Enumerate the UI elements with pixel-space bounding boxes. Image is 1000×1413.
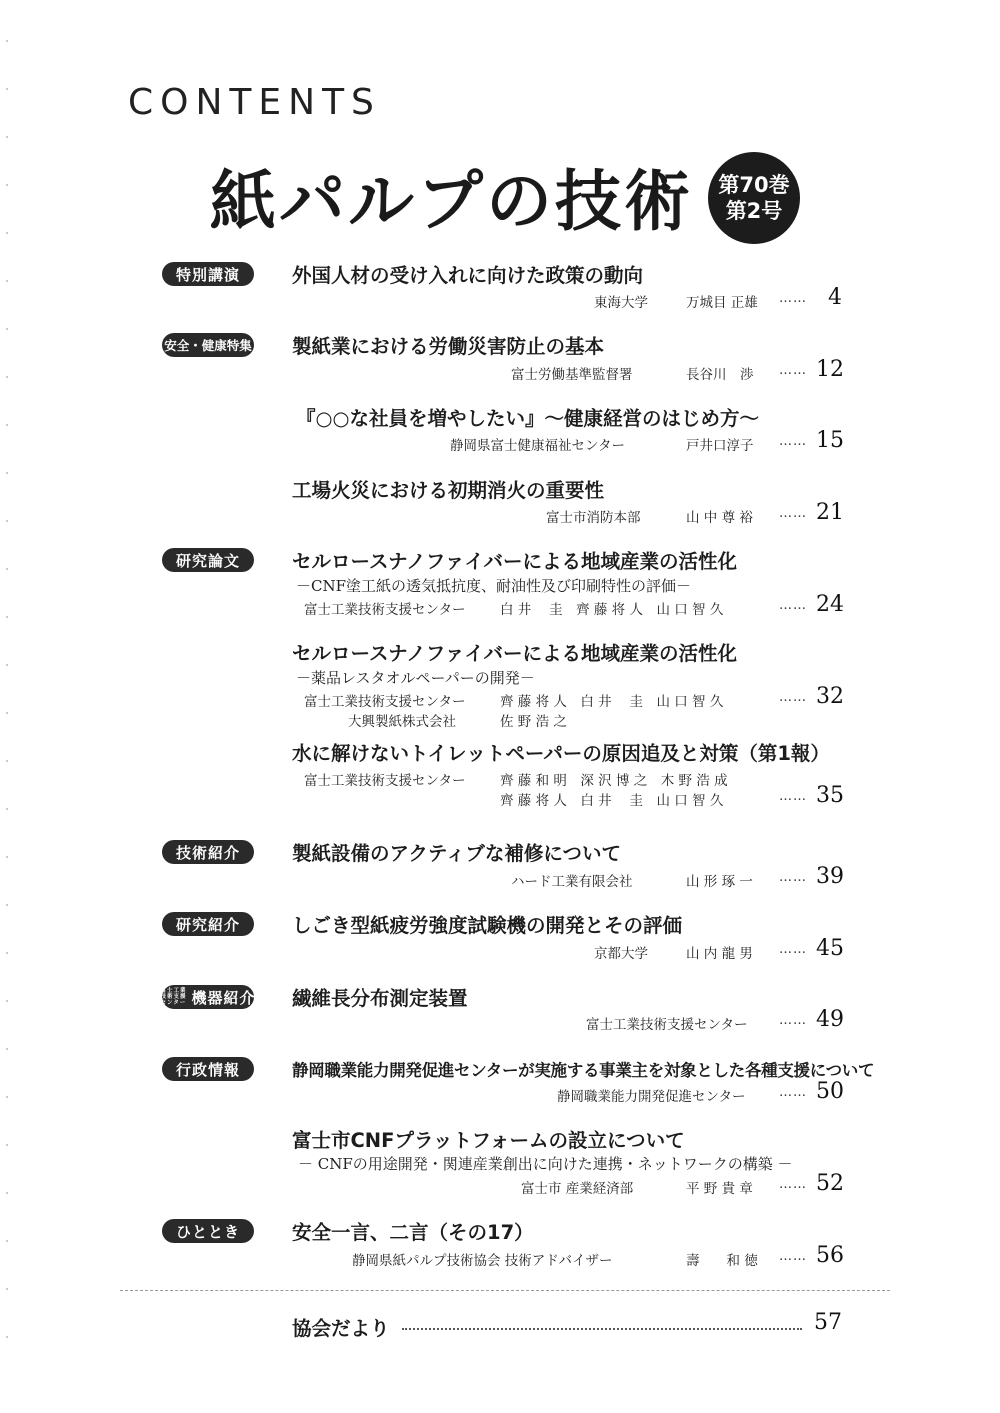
author-affiliation: 富士労働基準監督署 (511, 367, 633, 383)
author-affiliation: 大興製紙株式会社 (348, 714, 456, 730)
category-tag (162, 985, 254, 1009)
article-subtitle: － CNFの用途開発・関連産業創出に向けた連携・ネットワークの構築 － (298, 1155, 793, 1173)
association-news-title[interactable]: 協会だより (292, 1317, 390, 1340)
page-number: 24 (816, 592, 844, 617)
author-name: 万城目 正雄 (686, 295, 758, 311)
binding-mark (6, 616, 8, 618)
binding-mark (6, 184, 8, 186)
author-name: 壽 和 徳 (686, 1253, 758, 1269)
category-tag: 特別講演 (162, 262, 254, 286)
author-name: 山 内 龍 男 (686, 946, 753, 962)
tag-prefix-text: 富士工業技術支援センター (160, 988, 187, 1006)
leader-dots: …… (779, 291, 807, 306)
page-number: 12 (816, 357, 844, 382)
author-name: 長谷川 渉 (686, 367, 754, 383)
page-number: 57 (814, 1310, 842, 1335)
binding-mark (6, 1288, 8, 1290)
article-title[interactable]: セルロースナノファイバーによる地域産業の活性化 (292, 642, 737, 665)
page-number: 49 (816, 1007, 844, 1032)
category-tag: 行政情報 (162, 1057, 254, 1081)
author-name: 白 井 圭 齊 藤 将 人 山 口 智 久 (500, 602, 724, 618)
article-title[interactable]: 富士市CNFプラットフォームの設立について (292, 1129, 685, 1152)
author-affiliation: 静岡職業能力開発促進センター (557, 1089, 746, 1105)
binding-mark (6, 40, 8, 42)
leader-dots: …… (779, 434, 807, 449)
author-affiliation: 静岡県紙パルプ技術協会 技術アドバイザー (352, 1253, 613, 1269)
article-title[interactable]: 製紙設備のアクティブな補修について (292, 842, 621, 865)
page-number: 45 (816, 936, 844, 961)
section-divider (120, 1290, 890, 1291)
binding-mark (6, 376, 8, 378)
binding-mark (6, 1000, 8, 1002)
tag-label: 機器紹介 (191, 988, 256, 1007)
author-name: 齊 藤 将 人 白 井 圭 山 口 智 久 (500, 793, 724, 809)
article-title[interactable]: 静岡職業能力開発促進センターが実施する事業主を対象とした各種支援について (292, 1061, 875, 1080)
issue-number: 第2号 (725, 199, 783, 223)
category-tag: ひととき (162, 1219, 254, 1243)
article-subtitle: －CNF塗工紙の透気抵抗度、耐油性及び印刷特性の評価－ (296, 577, 692, 595)
binding-mark (6, 1096, 8, 1098)
author-affiliation: 富士工業技術支援センター (304, 694, 466, 710)
leader-dots: …… (779, 1085, 807, 1100)
author-name: 戸井口淳子 (686, 438, 754, 454)
leader-dots: …… (779, 506, 807, 521)
article-title[interactable]: 『○○な社員を増やしたい』～健康経営のはじめ方～ (296, 407, 760, 430)
page-number: 50 (816, 1079, 844, 1104)
leader-dots: …… (779, 1249, 807, 1264)
binding-mark (6, 568, 8, 570)
author-name: 山 形 琢 一 (686, 874, 753, 890)
author-affiliation: ハード工業有限会社 (511, 874, 633, 890)
leader-dots: …… (779, 363, 807, 378)
leader-dots: …… (779, 942, 807, 957)
volume-badge (708, 152, 800, 244)
binding-mark (6, 328, 8, 330)
binding-mark (6, 664, 8, 666)
binding-mark (6, 760, 8, 762)
binding-mark (6, 1048, 8, 1050)
leader-dots: …… (779, 870, 807, 885)
page-number: 52 (816, 1171, 844, 1196)
leader-dots: …… (779, 1177, 807, 1192)
binding-mark (6, 1144, 8, 1146)
author-affiliation: 東海大学 (594, 295, 648, 311)
author-affiliation: 富士工業技術支援センター (304, 602, 466, 618)
page-number: 15 (816, 428, 844, 453)
author-name: 平 野 貴 章 (686, 1181, 753, 1197)
leader-dots: …… (779, 598, 807, 613)
article-title[interactable]: 製紙業における労働災害防止の基本 (292, 335, 605, 358)
binding-mark (6, 808, 8, 810)
article-title[interactable]: 外国人材の受け入れに向けた政策の動向 (292, 264, 644, 287)
binding-mark (6, 904, 8, 906)
page-number: 56 (816, 1243, 844, 1268)
article-title[interactable]: 安全一言、二言（その17） (292, 1221, 534, 1244)
binding-mark (6, 856, 8, 858)
author-affiliation: 静岡県富士健康福祉センター (450, 438, 625, 454)
binding-mark (6, 712, 8, 714)
leader-dots: …… (779, 690, 807, 705)
binding-mark (6, 136, 8, 138)
page-number: 4 (828, 285, 842, 310)
binding-mark (6, 1336, 8, 1338)
leader-dots (402, 1328, 802, 1330)
contents-label: CONTENTS (128, 82, 381, 123)
article-subtitle: －薬品レスタオルペーパーの開発－ (296, 669, 535, 687)
journal-title: 紙パルプの技術 (210, 163, 693, 240)
binding-mark (6, 1192, 8, 1194)
page-number: 21 (816, 500, 844, 525)
author-name: 齊 藤 将 人 白 井 圭 山 口 智 久 (500, 694, 724, 710)
author-name: 佐 野 浩 之 (500, 714, 567, 730)
article-title[interactable]: 繊維長分布測定装置 (292, 987, 468, 1010)
page-number: 32 (816, 684, 844, 709)
article-title[interactable]: 水に解けないトイレットペーパーの原因追及と対策（第1報） (292, 742, 830, 765)
article-title[interactable]: しごき型紙疲労強度試験機の開発とその評価 (292, 914, 683, 937)
category-tag: 研究紹介 (162, 912, 254, 936)
binding-mark (6, 88, 8, 90)
page-number: 35 (816, 783, 844, 808)
binding-mark (6, 232, 8, 234)
category-tag: 研究論文 (162, 548, 254, 572)
binding-mark (6, 520, 8, 522)
article-title[interactable]: 工場火災における初期消火の重要性 (292, 479, 605, 502)
binding-marks (6, 40, 10, 1380)
author-affiliation: 富士市消防本部 (546, 510, 641, 526)
author-name: 山 中 尊 裕 (686, 510, 753, 526)
page-number: 39 (816, 864, 844, 889)
binding-mark (6, 952, 8, 954)
article-title[interactable]: セルロースナノファイバーによる地域産業の活性化 (292, 550, 737, 573)
tag-prefix (161, 988, 192, 1006)
binding-mark (6, 280, 8, 282)
volume-number: 第70巻 (718, 173, 790, 197)
author-name: 齊 藤 和 明 深 沢 博 之 木 野 浩 成 (500, 773, 728, 789)
leader-dots: …… (779, 789, 807, 804)
author-affiliation: 富士工業技術支援センター (304, 773, 466, 789)
leader-dots: …… (779, 1013, 807, 1028)
category-tag: 技術紹介 (162, 840, 254, 864)
category-tag: 安全・健康特集 (162, 333, 254, 357)
author-affiliation: 富士市 産業経済部 (521, 1181, 634, 1197)
author-affiliation: 富士工業技術支援センター (586, 1017, 748, 1033)
author-affiliation: 京都大学 (594, 946, 648, 962)
binding-mark (6, 1240, 8, 1242)
binding-mark (6, 424, 8, 426)
binding-mark (6, 472, 8, 474)
